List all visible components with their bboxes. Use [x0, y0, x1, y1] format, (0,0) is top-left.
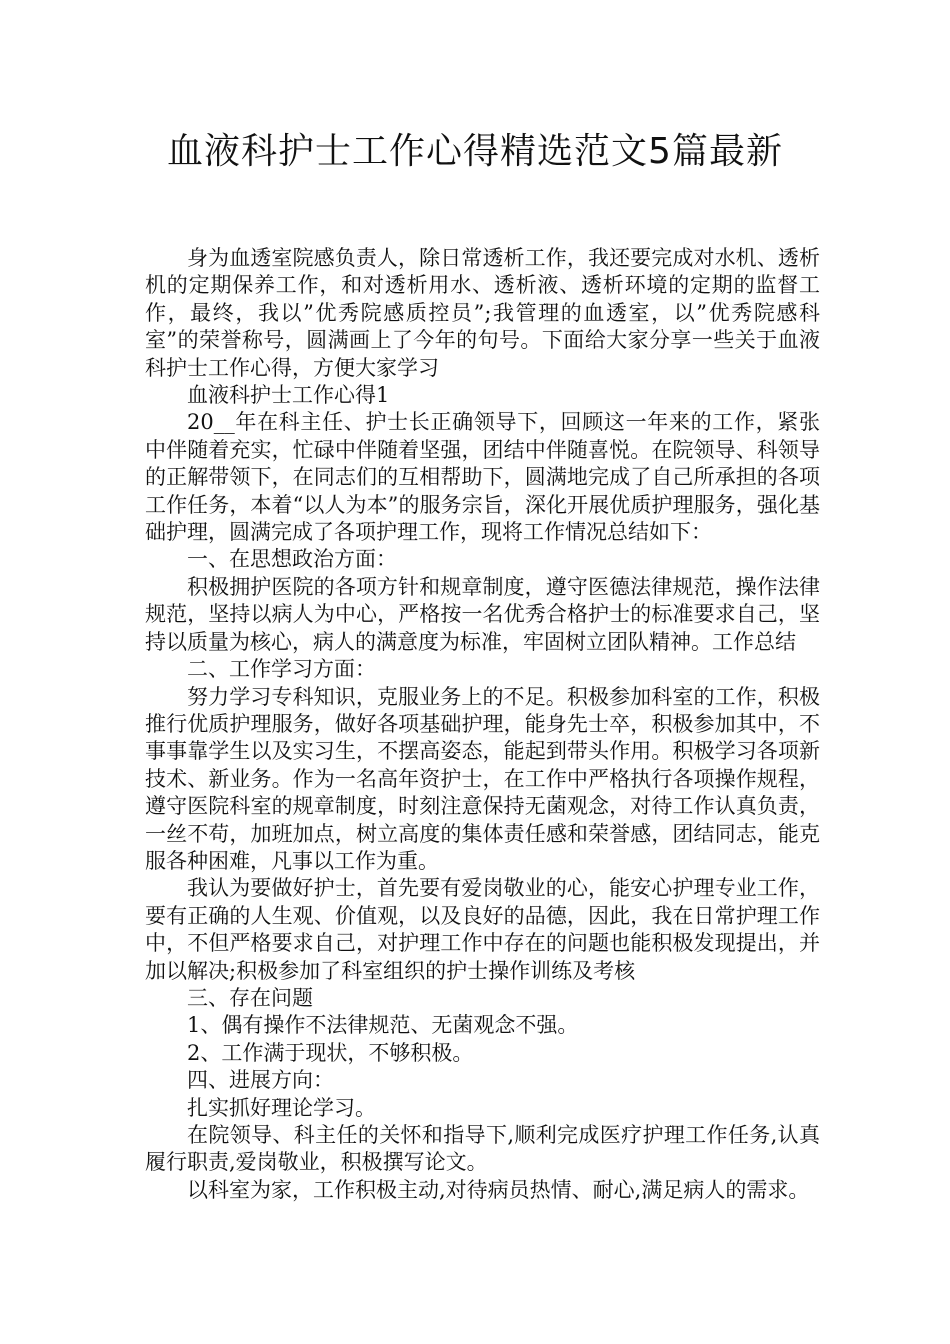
subheading-problems: 三、存在问题: [187, 985, 313, 1010]
body-paragraph: 20__年在科主任、护士长正确领导下，回顾这一年来的工作，紧张中伴随着充实，忙碌中伴随着坚强，团结中伴随喜悦。在院领导、科领导的正解带领下，在同志们的互相帮助下，圆满地完成了自己所承担的各项工作任务，本着“以人为本”的服务宗旨，深化开展优质护理服务，强化基础护理，圆满完成了各项护理工作，现将工作情况总结如下：: [145, 410, 820, 545]
subheading-work-study: 二、工作学习方面：: [187, 657, 376, 682]
body-paragraph: 我认为要做好护士，首先要有爱岗敬业的心，能安心护理专业工作，要有正确的人生观、价值观，以及良好的品德，因此，我在日常护理工作中，不但严格要求自己，对护理工作中存在的问题也能积极发现提出，并加以解决;积极参加了科室组织的护士操作训练及考核: [145, 876, 820, 983]
body-paragraph: 以科室为家，工作积极主动,对待病员热情、耐心,满足病人的需求。: [187, 1177, 810, 1202]
list-item: 2、工作满于现状，不够积极。: [187, 1040, 474, 1065]
list-item: 1、偶有操作不法律规范、无菌观念不强。: [187, 1013, 579, 1038]
body-paragraph: 扎实抓好理论学习。: [187, 1095, 376, 1120]
section-heading-1: 血液科护士工作心得1: [187, 383, 390, 408]
intro-paragraph: 身为血透室院感负责人，除日常透析工作，我还要完成对水机、透析机的定期保养工作，和对透析用水、透析液、透析环境的定期的监督工作，最终，我以”优秀院感质控员”;我管理的血透室，以”优秀院感科室”的荣誉称号，圆满画上了今年的句号。下面给大家分享一些关于血液科护士工作心得，方便大家学习: [145, 246, 820, 380]
body-paragraph: 努力学习专科知识，克服业务上的不足。积极参加科室的工作，积极推行优质护理服务，做好各项基础护理，能身先士卒，积极参加其中，不事事靠学生以及实习生，不摆高姿态，能起到带头作用。积极学习各项新技术、新业务。作为一名高年资护士，在工作中严格执行各项操作规程，遵守医院科室的规章制度，时刻注意保持无菌观念，对待工作认真负责，一丝不苟，加班加点，树立高度的集体责任感和荣誉感，团结同志，能克服各种困难，凡事以工作为重。: [145, 684, 820, 873]
body-paragraph: 积极拥护医院的各项方针和规章制度，遵守医德法律规范，操作法律规范，坚持以病人为中心，严格按一名优秀合格护士的标准要求自己，坚持以质量为核心，病人的满意度为标准，牢固树立团队精神。工作总结: [145, 574, 820, 654]
body-paragraph: 在院领导、科主任的关怀和指导下,顺利完成医疗护理工作任务,认真履行职责,爱岗敬业，积极撰写论文。: [145, 1123, 820, 1175]
subheading-political: 一、在思想政治方面：: [187, 547, 397, 572]
document-body: [145, 245, 820, 1204]
document-title: 血液科护士工作心得精选范文5篇最新: [167, 131, 783, 172]
subheading-direction: 四、进展方向：: [187, 1068, 334, 1093]
